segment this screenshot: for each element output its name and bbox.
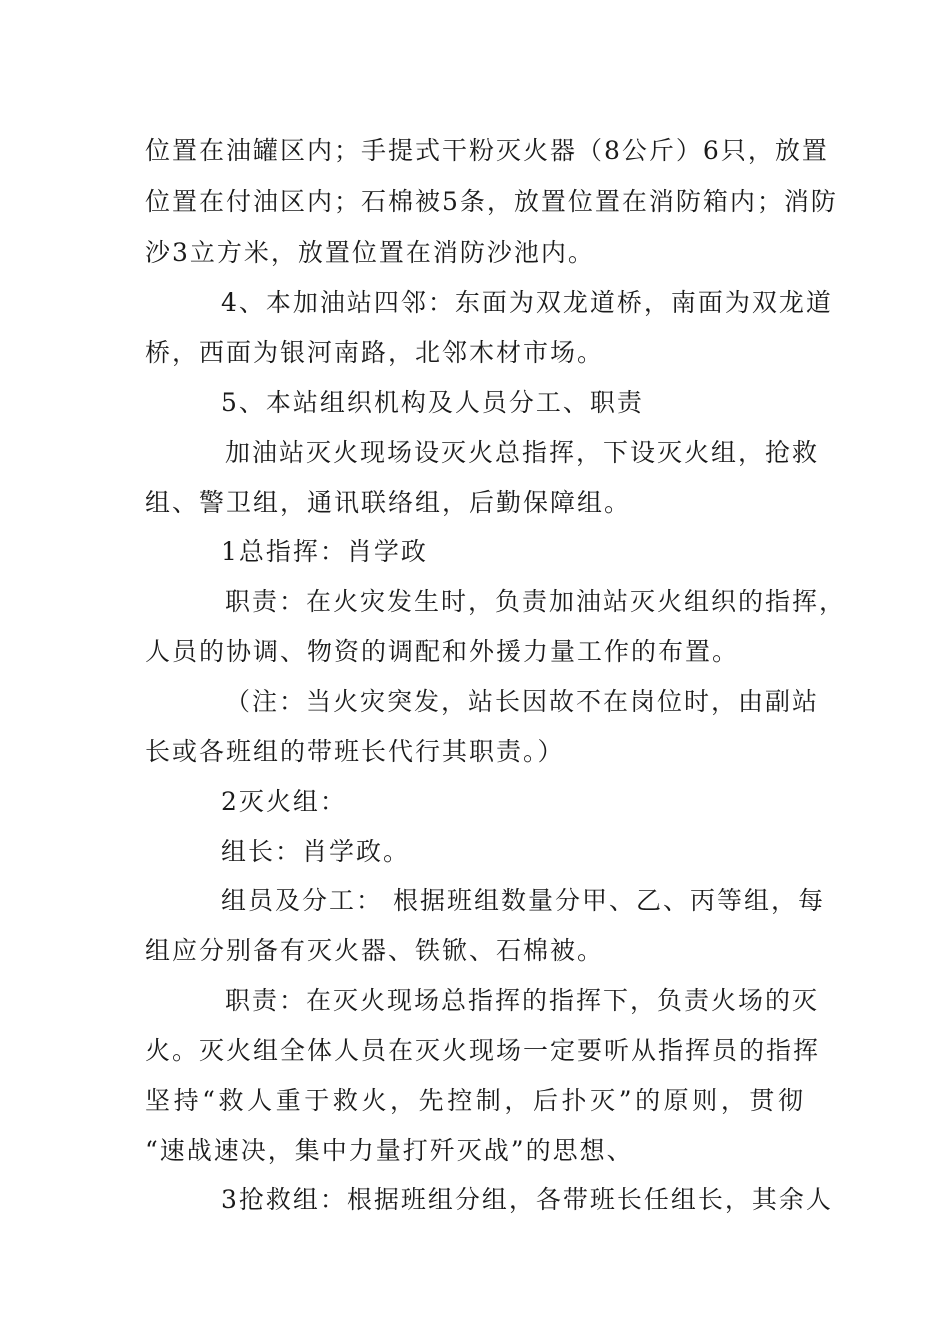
sub-heading: 2灭火组：	[221, 787, 347, 816]
text-line: 沙3立方米，放置位置在消防沙池内。	[145, 238, 595, 267]
note-line: 长或各班组的带班长代行其职责。）	[145, 737, 565, 766]
text-line: 加油站灭火现场设灭火总指挥，下设灭火组，抢救	[225, 438, 820, 467]
text-line: 4、本加油站四邻：东面为双龙道桥，南面为双龙道	[221, 288, 833, 317]
text-line: 职责：在火灾发生时，负责加油站灭火组织的指挥，	[225, 587, 847, 616]
text-line: 人员的协调、物资的调配和外援力量工作的布置。	[145, 637, 740, 666]
text-line: 坚持“救人重于救火，先控制，后扑灭”的原则，贯彻	[145, 1086, 805, 1115]
text-line: 桥，西面为银河南路，北邻木材市场。	[145, 338, 605, 367]
text-line: “速战速决，集中力量打歼灭战”的思想、	[145, 1136, 634, 1165]
text-line: 组员及分工： 根据班组数量分甲、乙、丙等组，每	[221, 886, 825, 915]
sub-heading: 3抢救组：根据班组分组，各带班长任组长，其余人	[221, 1185, 833, 1214]
text-line: 组、警卫组，通讯联络组，后勤保障组。	[145, 488, 632, 517]
text-line: 位置在付油区内；石棉被5条，放置位置在消防箱内；消防	[145, 187, 838, 216]
text-line: 位置在油罐区内；手提式干粉灭火器（8公斤）6只，放置	[145, 136, 829, 165]
text-line: 组长：肖学政。	[221, 837, 411, 866]
sub-heading: 1总指挥：肖学政	[221, 537, 428, 566]
section-heading: 5、本站组织机构及人员分工、职责	[221, 388, 644, 417]
text-line: 职责：在灭火现场总指挥的指挥下，负责火场的灭	[225, 986, 820, 1015]
text-line: 火。灭火组全体人员在灭火现场一定要听从指挥员的指挥	[145, 1036, 821, 1065]
text-line: 组应分别备有灭火器、铁锨、石棉被。	[145, 936, 605, 965]
note-line: （注：当火灾突发，站长因故不在岗位时，由副站	[225, 687, 820, 716]
